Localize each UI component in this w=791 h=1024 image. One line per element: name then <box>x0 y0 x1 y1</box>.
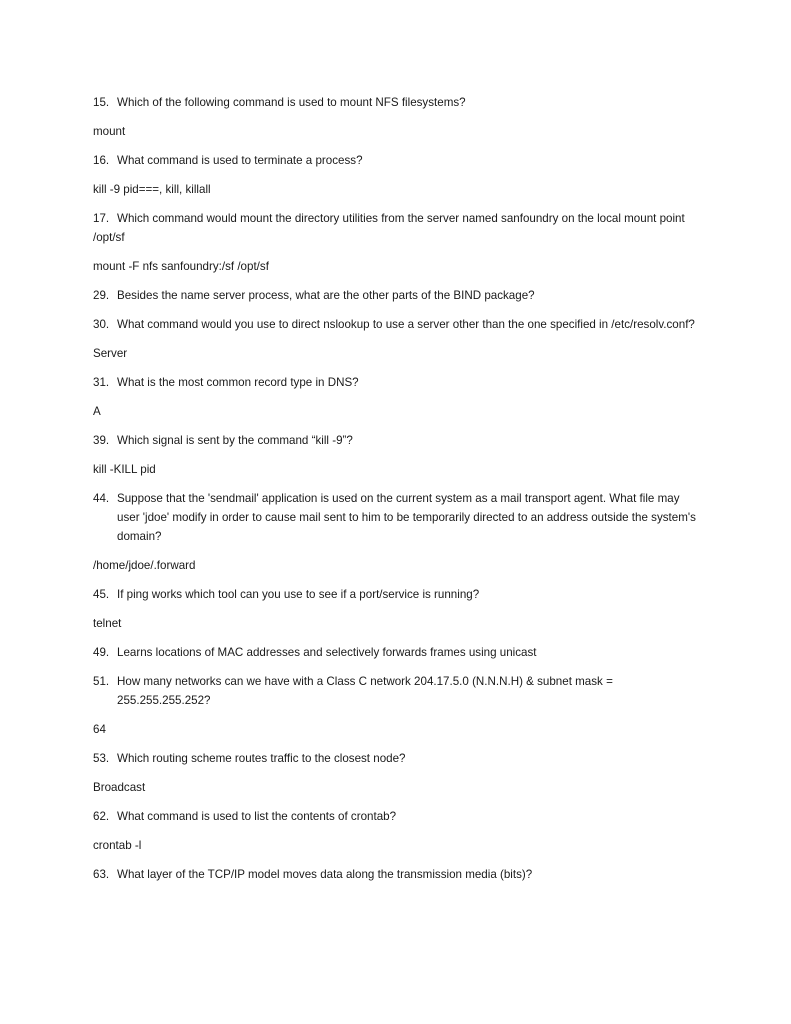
question-text: What is the most common record type in DNS? <box>117 376 359 389</box>
answer-text: mount <box>93 125 126 138</box>
question-number: 15. <box>93 96 110 109</box>
qa-item <box>93 672 705 739</box>
question-text: What command is used to list the contents of crontab? <box>117 810 397 823</box>
answer-text: Server <box>93 347 128 360</box>
qa-item <box>93 431 705 479</box>
question-number: 51. <box>93 675 110 688</box>
qa-item <box>93 93 705 141</box>
question-number: 29. <box>93 289 110 302</box>
qa-item <box>93 807 705 855</box>
question-text: What command is used to terminate a process? <box>117 154 363 167</box>
question-number: 30. <box>93 318 110 331</box>
question <box>93 93 705 112</box>
document-page <box>93 93 705 894</box>
question-number: 45. <box>93 588 110 601</box>
question-number: 17. <box>93 212 110 225</box>
question-number: 63. <box>93 868 110 881</box>
question <box>93 431 705 450</box>
qa-item <box>93 209 705 276</box>
question-text: Suppose that the 'sendmail' application is used on the current system as a mail transport agent. What file may user 'jdoe' modify in order to cause mail sent to him to be temporarily directed to an address outside the system's domain? <box>117 492 696 543</box>
question-number: 53. <box>93 752 110 765</box>
answer-text: Broadcast <box>93 781 146 794</box>
answer-text: mount -F nfs sanfoundry:/sf /opt/sf <box>93 260 269 273</box>
question-number: 62. <box>93 810 110 823</box>
answer-text: crontab -l <box>93 839 142 852</box>
qa-item <box>93 865 705 884</box>
question <box>93 749 705 768</box>
qa-item <box>93 643 705 662</box>
question <box>93 585 705 604</box>
qa-item <box>93 286 705 305</box>
qa-item <box>93 749 705 797</box>
question <box>93 315 705 334</box>
answer-text: /home/jdoe/.forward <box>93 559 196 572</box>
qa-item <box>93 489 705 575</box>
question <box>93 209 705 247</box>
question-number: 16. <box>93 154 110 167</box>
question <box>93 643 705 662</box>
question <box>93 807 705 826</box>
qa-item <box>93 315 705 363</box>
question <box>93 286 705 305</box>
question-number: 44. <box>93 492 110 505</box>
answer-text: 64 <box>93 723 106 736</box>
question <box>93 373 705 392</box>
question-text: If ping works which tool can you use to see if a port/service is running? <box>117 588 480 601</box>
question-text: Which of the following command is used to mount NFS filesystems? <box>117 96 466 109</box>
qa-item <box>93 585 705 633</box>
question <box>93 672 705 710</box>
question <box>93 151 705 170</box>
answer-text: kill -9 pid===, kill, killall <box>93 183 211 196</box>
question <box>93 489 705 546</box>
question-text: Besides the name server process, what are the other parts of the BIND package? <box>117 289 535 302</box>
question-number: 39. <box>93 434 110 447</box>
question-text: Which command would mount the directory utilities from the server named sanfoundry on the local mount point /opt/sf <box>93 212 685 244</box>
qa-item <box>93 151 705 199</box>
question <box>93 865 705 884</box>
question-text: Which routing scheme routes traffic to the closest node? <box>117 752 406 765</box>
answer-text: telnet <box>93 617 122 630</box>
question-text: What command would you use to direct nslookup to use a server other than the one specified in /etc/resolv.conf? <box>117 318 695 331</box>
qa-item <box>93 373 705 421</box>
question-text: Learns locations of MAC addresses and selectively forwards frames using unicast <box>117 646 537 659</box>
answer-text: kill -KILL pid <box>93 463 156 476</box>
question-text: Which signal is sent by the command “kill -9”? <box>117 434 353 447</box>
answer-text: A <box>93 405 101 418</box>
question-text: What layer of the TCP/IP model moves data along the transmission media (bits)? <box>117 868 533 881</box>
question-number: 31. <box>93 376 110 389</box>
question-number: 49. <box>93 646 110 659</box>
question-text: How many networks can we have with a Class C network 204.17.5.0 (N.N.N.H) & subnet mask = 255.255.255.252? <box>117 675 613 707</box>
